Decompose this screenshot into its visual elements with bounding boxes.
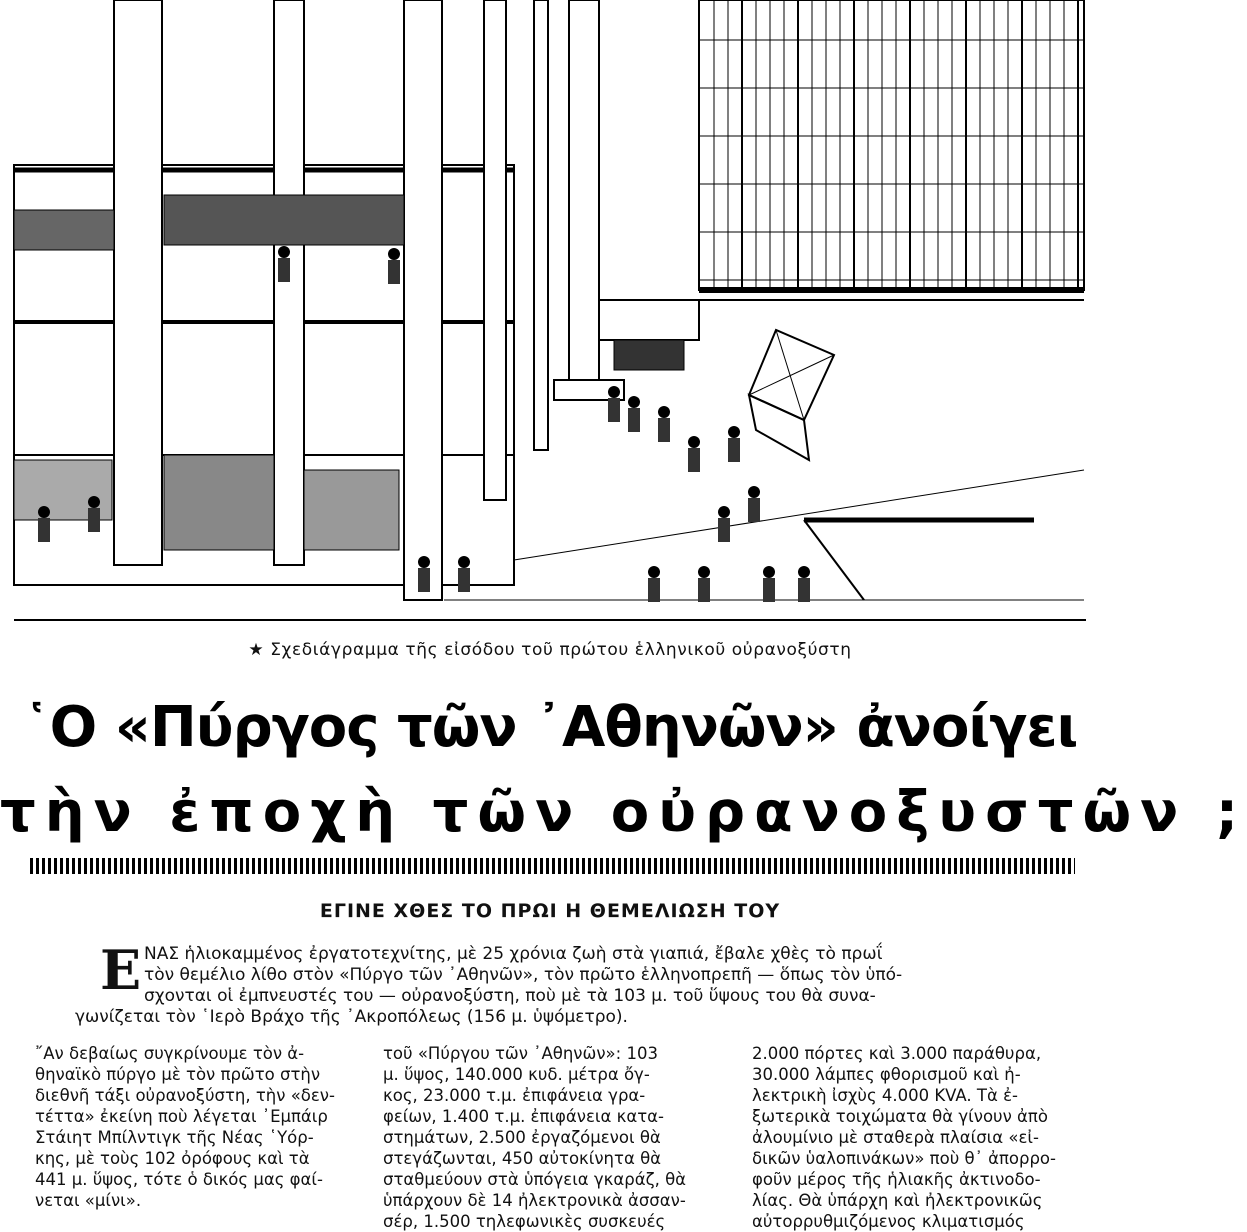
column-line: στεγάζωνται, 450 αὐτοκίνητα θὰ [383, 1149, 662, 1168]
column-line: ὑπάρχουν δὲ 14 ἠλεκτρονικὰ ἀσσαν- [383, 1191, 686, 1210]
lead-line: σχονται οἱ ἐμπνευστές του — οὐρανοξύστη, ποὺ μὲ τὰ 103 μ. τοῦ ὕψους του θὰ συνα- [144, 986, 876, 1006]
headline-line-2: τὴν ἐποχὴ τῶν οὐρανοξυστῶν ; [0, 780, 1247, 845]
column-line: ἀλουμίνιο μὲ σταθερὰ πλαίσια «εἰ- [752, 1128, 1039, 1147]
column-line: κος, 23.000 τ.μ. ἐπιφάνεια γρα- [383, 1086, 646, 1105]
column-line: ῎Αν δεβαίως συγκρίνουμε τὸν ἀ- [35, 1044, 305, 1063]
column-line: Στάιητ Μπίλντιγκ τῆς Νέας ῾Υόρ- [35, 1128, 314, 1147]
architectural-illustration [14, 0, 1086, 622]
column-line: σέρ, 1.500 τηλεφωνικὲς συσκευές [383, 1212, 666, 1231]
lead-paragraph [75, 938, 1090, 1028]
lead-line: γωνίζεται τὸν ῾Ιερὸ Βράχο τῆς ᾿Ακροπόλεως (156 μ. ὑψόμετρο). [75, 1007, 628, 1027]
subheadline: ΕΓΙΝΕ ΧΘΕΣ ΤΟ ΠΡΩΙ Η ΘΕΜΕΛΙΩΣΗ ΤΟΥ [319, 900, 781, 922]
column-line: λίας. Θὰ ὑπάρχη καὶ ἠλεκτρονικῶς [752, 1191, 1043, 1210]
drop-cap: Ε [100, 938, 142, 1002]
article-column-1 [35, 1043, 370, 1211]
lead-line: ΝΑΣ ἡλιοκαμμένος ἐργατοτεχνίτης, μὲ 25 χρόνια ζωὴ στὰ γιαπιά, ἔβαλε χθὲς τὸ πρωΐ [144, 944, 883, 964]
article-column-2 [383, 1043, 718, 1232]
column-line: ξωτερικὰ τοιχώματα θὰ γίνουν ἀπὸ [752, 1107, 1048, 1126]
column-line: κης, μὲ τοὺς 102 ὀρόφους καὶ τὰ [35, 1149, 310, 1168]
column-line: θηναϊκὸ πύργο μὲ τὸν πρῶτο στὴν [35, 1065, 321, 1084]
column-line: στημάτων, 2.500 ἐργαζόμενοι θὰ [383, 1128, 661, 1147]
image-caption: ★ Σχεδιάγραμμα τῆς εἰσόδου τοῦ πρώτου ἑλληνικοῦ οὐρανοξύστη [248, 640, 852, 660]
column-line: λεκτρικὴ ἰσχὺς 4.000 KVA. Τὰ ἐ- [752, 1086, 1018, 1105]
column-line: 2.000 πόρτες καὶ 3.000 παράθυρα, [752, 1044, 1042, 1063]
column-line: 30.000 λάμπες φθορισμοῦ καὶ ἠ- [752, 1065, 1021, 1084]
column-line: δικῶν ὑαλοπινάκων» ποὺ θ᾿ ἀπορρο- [752, 1149, 1056, 1168]
column-line: 441 μ. ὕψος, τότε ὁ δικός μας φαί- [35, 1170, 323, 1189]
column-line: φοῦν μέρος τῆς ἡλιακῆς ἀκτινοδο- [752, 1170, 1041, 1189]
headline-line-1: ῾Ο «Πύργος τῶν ᾿Αθηνῶν» ἀνοίγει [22, 695, 1078, 760]
column-line: τοῦ «Πύργου τῶν ᾿Αθηνῶν»: 103 [383, 1044, 658, 1063]
column-line: τέττα» ἐκείνη ποὺ λέγεται ᾿Εμπάιρ [35, 1107, 328, 1126]
column-line: σταθμεύουν στὰ ὑπόγεια γκαράζ, θὰ [383, 1170, 687, 1189]
column-line: αὐτορρυθμιζόμενος κλιματισμός [752, 1212, 1025, 1231]
column-line: φείων, 1.400 τ.μ. ἐπιφάνεια κατα- [383, 1107, 664, 1126]
decorative-rule [30, 858, 1075, 874]
column-line: μ. ὕψος, 140.000 κυδ. μέτρα ὄγ- [383, 1065, 650, 1084]
column-line: διεθνῆ τάξι οὐρανοξύστη, τὴν «δεν- [35, 1086, 335, 1105]
article-column-3 [752, 1043, 1087, 1232]
column-line: νεται «μίνι». [35, 1191, 142, 1210]
lead-line: τὸν θεμέλιο λίθο στὸν «Πύργο τῶν ᾿Αθηνῶν», τὸν πρῶτο ἑλληνοπρεπῆ — ὅπως τὸν ὑπό- [144, 965, 903, 985]
